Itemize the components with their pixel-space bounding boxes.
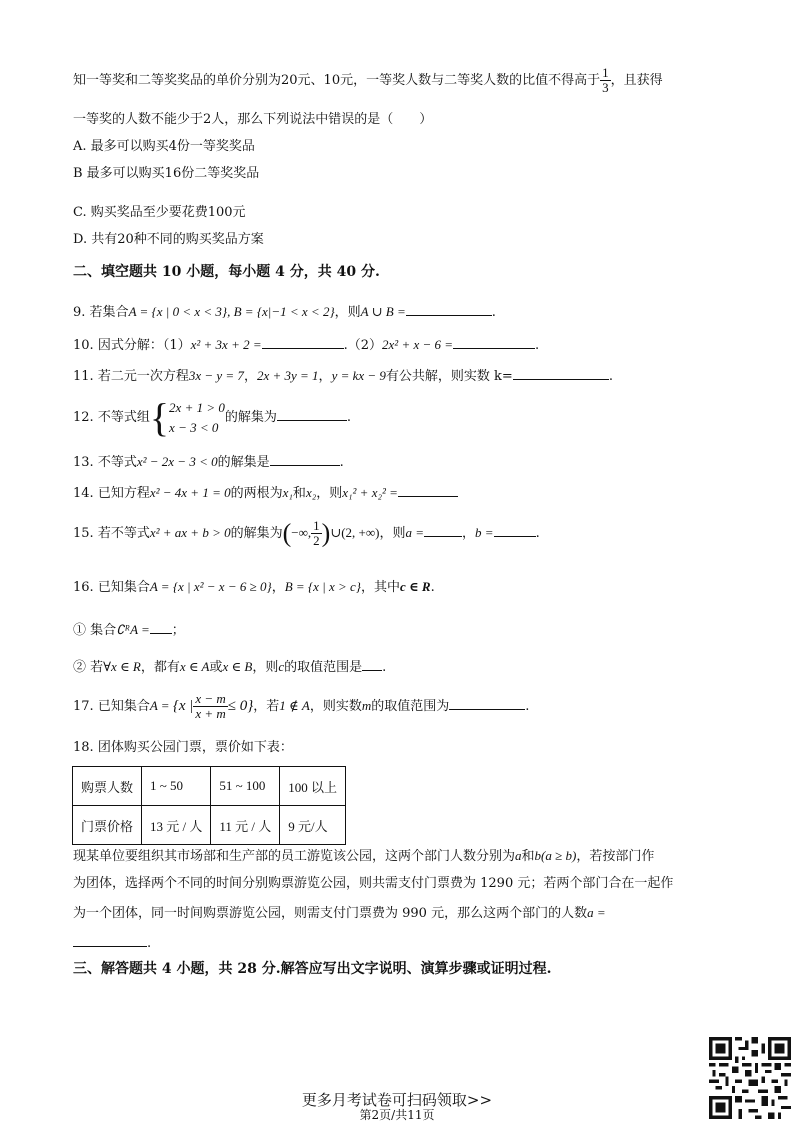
q9-set-a: A = {x | 0 < x < 3} — [128, 304, 228, 319]
q15-close-paren: ) — [321, 518, 331, 548]
q10-answer-blank-2[interactable] — [453, 334, 535, 349]
q10-end: . — [535, 338, 540, 353]
q18-number: 18. — [73, 740, 94, 755]
q10-expr1: x² + 3x + 2 = — [190, 337, 262, 352]
question-12 — [73, 396, 351, 440]
q13-end: . — [339, 455, 344, 470]
q15-number: 15. — [73, 526, 94, 541]
q12-brace: { — [149, 394, 170, 440]
q16-p2-mid: ，都有 — [140, 660, 180, 675]
q9-number: 9. — [73, 305, 86, 320]
q16-text-mid: ，其中 — [360, 580, 400, 595]
question-13 — [73, 451, 344, 473]
q10-expr2: 2x² + x − 6 = — [382, 337, 454, 352]
q10-number: 10. — [73, 338, 94, 353]
q15-a: a = — [405, 525, 425, 540]
question-17 — [73, 686, 529, 727]
q14-answer-blank[interactable] — [398, 482, 458, 497]
q9-answer-blank[interactable] — [406, 301, 492, 316]
q10-text-mid: .（2） — [343, 338, 383, 353]
q14-expr: x² − 4x + 1 = 0 — [149, 485, 231, 500]
q11-eq2: 2x + 3y = 1 — [256, 368, 319, 383]
q16-p2-mid2: ，则 — [252, 660, 279, 675]
q12-row1: 2x + 1 > 0 — [169, 399, 225, 415]
q11-eq3: y = kx − 9 — [331, 368, 386, 383]
q13-answer-blank[interactable] — [270, 451, 340, 466]
q16-p1-text: ① 集合 — [73, 623, 117, 638]
q15-text: 若不等式 — [97, 526, 150, 541]
question-18 — [73, 738, 293, 758]
q9-end: . — [491, 305, 496, 320]
q12-text: 不等式组 — [97, 410, 150, 425]
question-15 — [73, 516, 540, 551]
q14-text-mid2: ，则 — [316, 486, 343, 501]
q16-part2 — [73, 656, 386, 678]
question-11 — [73, 365, 613, 387]
q9-set-b: , B = {x|−1 < x < 2} — [227, 304, 335, 319]
q17-text-mid2: ，则实数 — [309, 699, 362, 714]
q14-and: 和 — [292, 486, 306, 501]
q17-set-a-label: A = — [149, 698, 173, 713]
q16-p1-end: ； — [171, 623, 185, 638]
q17-text: 已知集合 — [97, 699, 150, 714]
q16-p2-forall: ∀x ∈ R — [103, 659, 141, 674]
section2-heading: 二、填空题共 10 小题，每小题 4 分，共 40 分. — [73, 264, 380, 280]
q17-set-close: ≤ 0} — [227, 698, 254, 714]
q17-answer-blank[interactable] — [449, 695, 525, 710]
q16-end: . — [430, 580, 435, 595]
q16-part1 — [73, 619, 185, 641]
q16-p2-in-a: x ∈ A — [179, 659, 210, 674]
q12-row2: x − 3 < 0 — [169, 419, 219, 435]
q17-text-mid: ，若 — [253, 699, 280, 714]
q15-answer-blank-a[interactable] — [424, 522, 462, 537]
q11-text: 若二元一次方程 — [97, 369, 189, 384]
q15-interval2: ∪(2, +∞) — [330, 525, 380, 540]
q15-b: b = — [475, 525, 494, 540]
q18-line1 — [73, 846, 654, 867]
q18-line2: 为团体，选择两个不同的时间分别购票游览公园，则共需支付门票费为 1290 元；若两个部门合在一起作 — [73, 876, 674, 891]
q16-p2-answer-blank[interactable] — [362, 656, 382, 671]
q15-sep: ， — [462, 526, 476, 541]
q16-sep: ， — [271, 580, 285, 595]
q15-frac-num: 1 — [313, 518, 320, 533]
q18-text: 现某单位要组织其市场部和生产部的员工游览该公园，这两个部门人数分别为 — [73, 849, 516, 864]
q18-line4 — [73, 932, 151, 954]
q17-number: 17. — [73, 699, 94, 714]
q8-option-c: C. 购买奖品至少要花费100元 — [73, 205, 246, 220]
table-cell: 门票价格 — [73, 806, 142, 845]
q18-end: . — [147, 936, 152, 951]
q15-answer-blank-b[interactable] — [494, 522, 536, 537]
q13-number: 13. — [73, 455, 94, 470]
table-header-cell: 购票人数 — [73, 767, 142, 806]
q16-p2-end: 的取值范围是 — [284, 660, 363, 675]
q8-line1 — [73, 66, 663, 95]
q17-condition: 1 ∉ A — [279, 698, 310, 713]
q18-b-expr: b(a ≥ b) — [534, 848, 577, 863]
table-header-cell: 100 以上 — [280, 767, 346, 806]
q8-line2: 一等奖的人数不能少于2人，那么下列说法中错误的是（ ） — [73, 112, 433, 127]
q16-text: 已知集合 — [97, 580, 150, 595]
q16-number: 16. — [73, 580, 94, 595]
q8-option-b: B 最多可以购买16份二等奖奖品 — [73, 166, 260, 181]
q8-frac-den: 3 — [602, 80, 609, 95]
q12-end: . — [346, 410, 352, 425]
q16-p2-in-b: x ∈ B — [222, 659, 253, 674]
q18-text-end: ，若按部门作 — [576, 849, 655, 864]
q16-p2-dot: . — [382, 660, 387, 675]
q15-fraction — [311, 519, 322, 548]
section3-heading: 三、解答题共 4 小题，共 28 分.解答应写出文字说明、演算步骤或证明过程. — [73, 961, 552, 977]
q18-text-3: 为一个团体，同一时间购票游览公园，则需支付门票费为 990 元，那么这两个部门的人数 — [73, 906, 588, 921]
q9-expr: A ∪ B = — [360, 304, 406, 319]
q12-text-mid: 的解集为 — [224, 410, 277, 425]
q16-set-b: B = {x | x > c} — [284, 579, 361, 594]
table-cell: 11 元 / 人 — [211, 806, 280, 845]
q16-p1-answer-blank[interactable] — [150, 619, 172, 634]
q10-answer-blank-1[interactable] — [262, 334, 344, 349]
q11-sep2: ， — [318, 369, 332, 384]
q17-frac-num: x − m — [195, 691, 226, 706]
q16-p2-c: c — [278, 659, 285, 674]
q8-fraction — [600, 66, 611, 95]
q17-fraction — [193, 692, 227, 721]
q12-system — [169, 398, 225, 438]
q15-text-mid: 的解集为 — [230, 526, 283, 541]
q14-expr2: x₁² + x₂² = — [342, 485, 398, 500]
q15-open-paren: ( — [282, 518, 292, 548]
q12-number: 12. — [73, 410, 94, 425]
q11-answer-blank[interactable] — [513, 365, 609, 380]
q11-number: 11. — [73, 369, 94, 384]
q18-answer-blank[interactable] — [73, 932, 147, 947]
q17-dot: . — [525, 699, 530, 714]
q15-frac-den: 2 — [313, 533, 320, 548]
footer-promo[interactable]: 更多月考试卷可扫码领取>> — [301, 1091, 493, 1109]
q11-sep1: ， — [243, 369, 257, 384]
q8-option-d: D. 共有20种不同的购买奖品方案 — [73, 232, 264, 247]
page-number: 第2页/共11页 — [359, 1108, 435, 1122]
q11-text-mid: 有公共解，则实数 k= — [385, 369, 513, 384]
q8-frac-num: 1 — [602, 65, 609, 80]
q16-c-in-r: c ∈ R — [400, 579, 431, 594]
q16-set-a: A = {x | x² − x − 6 ≥ 0} — [149, 579, 272, 594]
q18-intro: 团体购买公园门票，票价如下表： — [97, 740, 293, 755]
q9-text: 若集合 — [89, 305, 129, 320]
q15-interval1: −∞, — [291, 525, 312, 540]
table-row — [73, 806, 346, 845]
table-cell: 13 元 / 人 — [142, 806, 211, 845]
q8-option-a: A. 最多可以购买4份一等奖奖品 — [73, 139, 255, 154]
q18-a: a — [515, 848, 522, 863]
q10-text: 因式分解：（1） — [97, 338, 191, 353]
q11-end: . — [608, 369, 613, 384]
q15-expr: x² + ax + b > 0 — [149, 525, 231, 540]
question-16 — [73, 577, 435, 598]
table-header-cell: 51 ~ 100 — [211, 767, 280, 806]
q14-number: 14. — [73, 486, 94, 501]
ticket-price-table — [72, 766, 346, 845]
q16-p2-text: ② 若 — [73, 660, 104, 675]
q17-text-end: 的取值范围为 — [371, 699, 450, 714]
q18-and: 和 — [521, 849, 535, 864]
q14-text: 已知方程 — [97, 486, 150, 501]
table-header-cell: 1 ~ 50 — [142, 767, 211, 806]
q8-text: 知一等奖和二等奖奖品的单价分别为20元、10元，一等奖人数与二等奖人数的比值不得高于 — [73, 73, 601, 88]
q14-x1: x₁ — [282, 485, 293, 500]
q15-text-mid2: ，则 — [379, 526, 406, 541]
table-cell: 9 元/人 — [280, 806, 346, 845]
question-14 — [73, 482, 458, 504]
q11-eq1: 3x − y = 7 — [188, 368, 244, 383]
q17-m: m — [361, 698, 372, 713]
q14-text-mid: 的两根为 — [230, 486, 283, 501]
q13-expr: x² − 2x − 3 < 0 — [136, 454, 218, 469]
q16-p2-or: 或 — [209, 660, 223, 675]
q13-text: 不等式 — [97, 455, 137, 470]
q12-answer-blank[interactable] — [277, 406, 347, 421]
q8-text-end: ，且获得 — [610, 73, 663, 88]
q16-p1-expr: ∁ᴿA = — [116, 622, 150, 637]
q13-text-mid: 的解集是 — [217, 455, 270, 470]
q18-expr: a = — [587, 905, 606, 920]
q17-set-open: {x | — [172, 698, 194, 714]
q9-text-mid: ，则 — [334, 305, 361, 320]
question-9 — [73, 301, 496, 323]
q15-end: . — [535, 526, 540, 541]
table-row — [73, 767, 346, 806]
q17-frac-den: x + m — [195, 706, 226, 721]
q14-x2: x₂ — [305, 485, 317, 500]
question-10 — [73, 334, 539, 356]
q18-line3 — [73, 903, 606, 924]
